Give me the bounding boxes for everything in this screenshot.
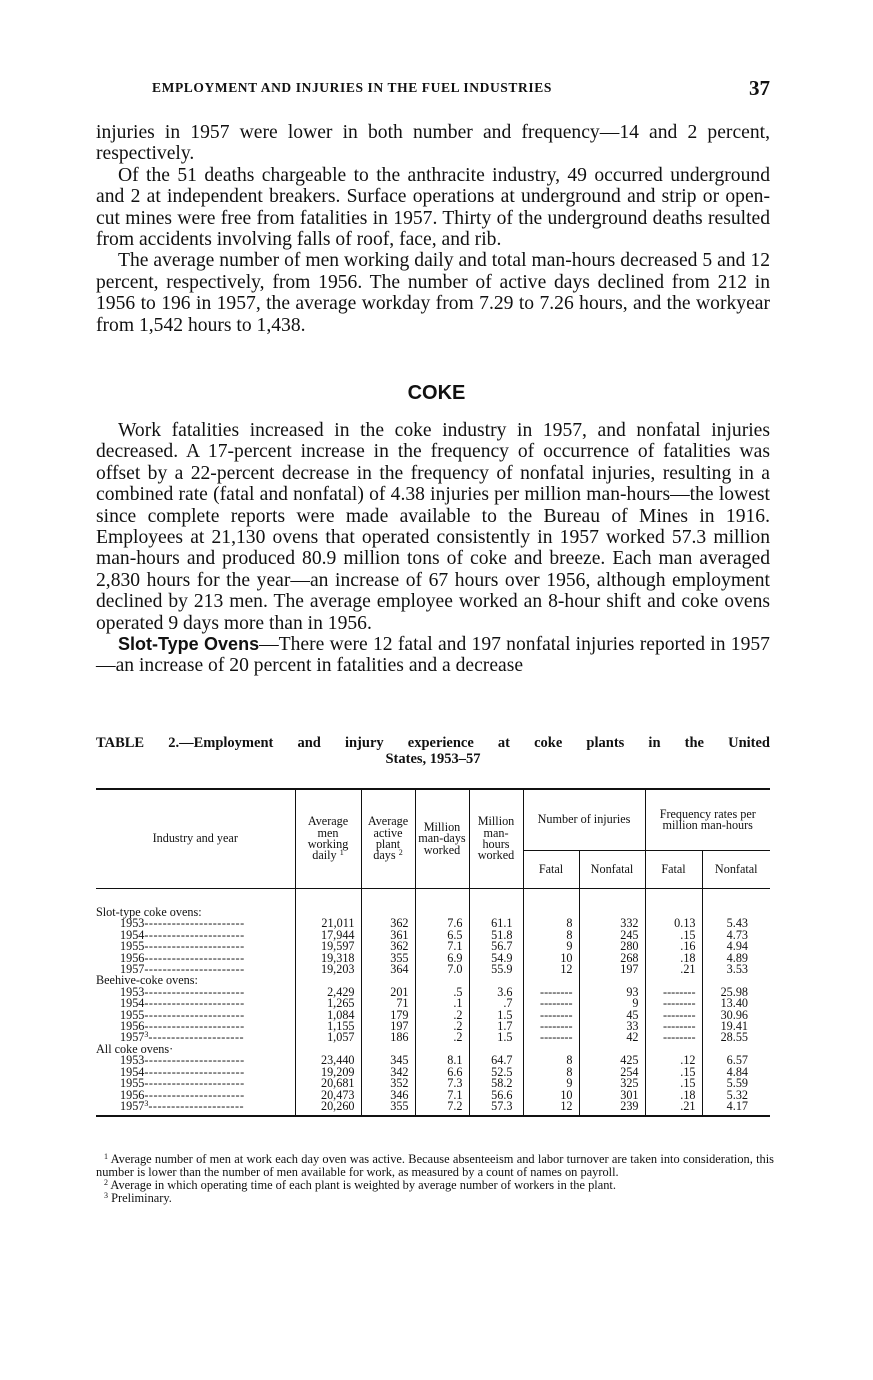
cell-men: 21,011 <box>295 918 361 929</box>
dot-leader: ---------------------- <box>144 950 245 965</box>
year-label: 1956 <box>120 1087 145 1102</box>
cell-days: 71 <box>361 998 415 1009</box>
year-label: 1953 <box>120 1053 145 1068</box>
cell-days: 362 <box>361 918 415 929</box>
cell-men: 1,155 <box>295 1021 361 1032</box>
dot-leader: --------------------- <box>148 1030 245 1045</box>
cell-man-days: 7.0 <box>415 964 469 975</box>
table-row <box>96 1101 770 1116</box>
footnote: $^3$ Preliminary. <box>104 1191 172 1205</box>
year-label: 1956 <box>120 1019 145 1034</box>
cell-fatal: -------- <box>523 998 579 1009</box>
cell-men: 20,260 <box>295 1101 361 1116</box>
dot-leader: ---------------------- <box>144 962 245 977</box>
cell-days: 362 <box>361 941 415 952</box>
dot-leader: ---------------------- <box>144 1019 245 1034</box>
cell-freq-fatal: -------- <box>645 987 702 998</box>
cell-freq-nonfatal: 4.89 <box>726 950 748 965</box>
cell-freq-nonfatal: 25.98 <box>720 984 748 999</box>
dot-leader: ---------------------- <box>144 1064 245 1079</box>
year-label: 1953 <box>120 916 145 931</box>
year-label: 1955 <box>120 1007 145 1022</box>
footnote-ref: 3 <box>144 1098 149 1108</box>
cell-man-hours: 52.5 <box>469 1067 523 1078</box>
cell-nonfatal: 268 <box>579 953 645 964</box>
cell-nonfatal: 332 <box>579 918 645 929</box>
spacer-cell <box>469 889 523 908</box>
cell-fatal: 8 <box>523 918 579 929</box>
cell-freq-fatal: .21 <box>645 964 702 975</box>
cell-men: 23,440 <box>295 1055 361 1066</box>
col-header-freq-fatal: Fatal <box>645 850 702 888</box>
spacer-cell <box>702 889 770 908</box>
col-header-fatal: Fatal <box>523 850 579 888</box>
cell-freq-fatal: .16 <box>645 941 702 952</box>
cell-men: 20,473 <box>295 1090 361 1101</box>
year-label: 1957 <box>120 1098 145 1113</box>
dot-leader: ---------------------- <box>144 984 245 999</box>
cell-freq-nonfatal: 5.59 <box>726 1076 748 1091</box>
footnote-ref: 3 <box>144 1030 149 1040</box>
cell-man-days: 8.1 <box>415 1055 469 1066</box>
cell-days: 197 <box>361 1021 415 1032</box>
cell-man-days: 6.9 <box>415 953 469 964</box>
cell-men: 1,084 <box>295 1010 361 1021</box>
cell-days: 179 <box>361 1010 415 1021</box>
year-label: 1957 <box>120 962 145 977</box>
cell-freq-nonfatal: 4.17 <box>702 1101 770 1116</box>
cell-nonfatal: 280 <box>579 941 645 952</box>
footnote: $^2$ Average in which operating time of each plant is weighted by average number of workers in the plant. <box>104 1178 616 1192</box>
cell-days: 355 <box>361 953 415 964</box>
footnote-ref: 1 <box>339 848 344 858</box>
dot-leader: ---------------------- <box>144 939 245 954</box>
cell-freq-fatal: .15 <box>645 1067 702 1078</box>
cell-freq-fatal: 0.13 <box>645 918 702 929</box>
cell-man-hours: 55.9 <box>469 964 523 975</box>
group-label: Slot-type coke ovens: <box>96 907 295 918</box>
col-header-industry: Industry and year <box>96 789 295 889</box>
cell-man-hours: 3.6 <box>469 987 523 998</box>
col-header-nonfatal: Nonfatal <box>579 850 645 888</box>
group-label: All coke ovens· <box>96 1044 295 1055</box>
cell-nonfatal: 301 <box>579 1090 645 1101</box>
col-header-freq-nonfatal: Nonfatal <box>702 850 770 888</box>
paragraph: Of the 51 deaths chargeable to the anthracite industry, 49 occurred underground and 2 at independent breakers. Surface operations at underground and strip or open-cut mines were free from fatalities in 1957. Thirty of the underground deaths resulted from accidents involving falls of roof, face, and rib. <box>96 164 770 251</box>
year-label: 1954 <box>120 1064 145 1079</box>
spacer-cell <box>361 889 415 908</box>
cell-freq-nonfatal: 4.84 <box>726 1064 748 1079</box>
cell-man-days: 7.3 <box>415 1078 469 1089</box>
cell-freq-nonfatal: 4.94 <box>726 939 748 954</box>
cell-days: 186 <box>361 1032 415 1043</box>
empty-cell <box>469 975 523 986</box>
spacer-cell <box>523 889 579 908</box>
cell-freq-nonfatal: 3.53 <box>726 962 748 977</box>
cell-man-hours: 58.2 <box>469 1078 523 1089</box>
cell-man-days: 7.6 <box>415 918 469 929</box>
cell-freq-nonfatal: 13.40 <box>720 996 748 1011</box>
cell-nonfatal: 9 <box>579 998 645 1009</box>
cell-freq-fatal: .21 <box>645 1101 702 1116</box>
footnote-mark: 1 <box>104 1152 108 1161</box>
year-label: 1957 <box>120 1030 145 1045</box>
paragraph-text: —There were 12 fatal and 197 nonfatal injuries reported in 1957—an increase of 20 percent in fatalities and a decrease <box>96 634 770 677</box>
cell-man-days: .2 <box>415 1021 469 1032</box>
cell-freq-fatal: -------- <box>645 1021 702 1032</box>
paragraph-slot-type <box>96 634 770 677</box>
cell-man-hours: 56.6 <box>469 1090 523 1101</box>
footnotes <box>96 1153 774 1205</box>
cell-nonfatal: 93 <box>579 987 645 998</box>
cell-man-hours: 1.5 <box>469 1032 523 1043</box>
cell-fatal: 8 <box>523 1055 579 1066</box>
cell-freq-fatal: .18 <box>645 1090 702 1101</box>
section-heading: COKE <box>407 382 466 404</box>
cell-nonfatal: 33 <box>579 1021 645 1032</box>
col-header-man-hours: Million man-hours worked <box>469 789 523 889</box>
cell-men: 1,057 <box>295 1032 361 1043</box>
cell-fatal: 8 <box>523 1067 579 1078</box>
col-header-man-days: Million man-days worked <box>415 789 469 889</box>
cell-nonfatal: 425 <box>579 1055 645 1066</box>
cell-man-days: .2 <box>415 1010 469 1021</box>
cell-freq-nonfatal: 5.32 <box>726 1087 748 1102</box>
cell-freq-fatal: .12 <box>645 1055 702 1066</box>
cell-nonfatal: 254 <box>579 1067 645 1078</box>
cell-man-hours: 61.1 <box>469 918 523 929</box>
cell-fatal: -------- <box>523 1021 579 1032</box>
year-label: 1955 <box>120 1076 145 1091</box>
cell-freq-nonfatal: 6.57 <box>726 1053 748 1068</box>
spacer-cell <box>295 889 361 908</box>
cell-man-hours: 56.7 <box>469 941 523 952</box>
spacer-cell <box>645 889 702 908</box>
page-number: 37 <box>749 76 770 100</box>
paragraph: The average number of men working daily and total man-hours decreased 5 and 12 percent, respectively, from 1956. The number of active days declined from 212 in 1956 to 196 in 1957, the average workday from 7.29 to 7.26 hours, and the workyear from 1,542 hours to 1,438. <box>96 250 770 336</box>
cell-man-days: 7.1 <box>415 1090 469 1101</box>
spacer-cell <box>579 889 645 908</box>
cell-fatal: 9 <box>523 941 579 952</box>
cell-days: 342 <box>361 1067 415 1078</box>
paragraph: Work fatalities increased in the coke industry in 1957, and nonfatal injuries decreased. A 17-percent increase in the frequency of occurrence of fatalities was offset by a 22-percent decrease in the frequency of nonfatal injuries, resulting in a combined rate (fatal and nonfatal) of 4.38 injuries per million man-hours—the lowest since complete reports were made available to the Bureau of Mines in 1916. Employees at 21,130 ovens that operated consistently in 1957 worked 57.3 million man-hours and produced 80.9 million tons of coke and breeze. Each man averaged 2,830 hours for the year—an increase of 67 hours over 1956, although employment declined by 213 men. The average employee worked an 8-hour shift and coke ovens operated 9 days more than in 1956. <box>96 420 770 634</box>
dot-leader: --------------------- <box>148 1098 245 1113</box>
running-header <box>152 76 770 100</box>
cell-days: 355 <box>361 1101 415 1116</box>
cell-freq-nonfatal: 28.55 <box>720 1030 748 1045</box>
body-text-top <box>96 122 770 336</box>
runin-heading: Slot-Type Ovens <box>118 634 260 655</box>
year-label: 1954 <box>120 927 145 942</box>
cell-fatal: 8 <box>523 930 579 941</box>
dot-leader: ---------------------- <box>144 1076 245 1091</box>
cell-freq-nonfatal: 19.41 <box>720 1019 748 1034</box>
table-caption-line: States, 1953–57 <box>385 751 481 767</box>
table-body <box>96 889 770 1117</box>
row-year <box>96 1098 295 1116</box>
cell-man-days: 7.2 <box>415 1101 469 1116</box>
cell-man-hours: 1.5 <box>469 1010 523 1021</box>
cell-men: 1,265 <box>295 998 361 1009</box>
footnote: $^1$ Average number of men at work each day oven was active. Because absenteeism and labor turnover are taken into consideration, this number is lower than the number of men available for work, as measured by a count of names on payroll. <box>96 1152 774 1179</box>
cell-nonfatal: 45 <box>579 1010 645 1021</box>
cell-freq-fatal: -------- <box>645 998 702 1009</box>
table-caption-line: TABLE 2.—Employment and injury experience at coke plants in the United <box>96 735 770 751</box>
cell-nonfatal: 325 <box>579 1078 645 1089</box>
cell-days: 201 <box>361 987 415 998</box>
cell-man-days: 6.6 <box>415 1067 469 1078</box>
cell-freq-nonfatal: 5.43 <box>726 916 748 931</box>
col-group-number-of-injuries: Number of injuries <box>523 789 645 850</box>
cell-men: 17,944 <box>295 930 361 941</box>
cell-man-days: .5 <box>415 987 469 998</box>
cell-fatal: 12 <box>523 964 579 975</box>
cell-fatal: 10 <box>523 1090 579 1101</box>
cell-fatal: 12 <box>523 1101 579 1116</box>
dot-leader: ---------------------- <box>144 996 245 1011</box>
cell-nonfatal: 245 <box>579 930 645 941</box>
col-group-frequency-rates: Frequency rates per million man-hours <box>645 789 770 850</box>
dot-leader: ---------------------- <box>144 916 245 931</box>
cell-freq-fatal: -------- <box>645 1010 702 1021</box>
cell-man-days: .2 <box>415 1032 469 1043</box>
group-label: Beehive-coke ovens: <box>96 975 295 986</box>
cell-freq-fatal: .18 <box>645 953 702 964</box>
cell-man-days: 6.5 <box>415 930 469 941</box>
cell-days: 352 <box>361 1078 415 1089</box>
year-label: 1956 <box>120 950 145 965</box>
col-header-active-days: Average active plant days $^2$ <box>361 789 415 889</box>
cell-freq-nonfatal: 30.96 <box>720 1007 748 1022</box>
employment-injury-table <box>96 788 770 1117</box>
cell-days: 364 <box>361 964 415 975</box>
spacer-cell <box>415 889 469 908</box>
running-title: EMPLOYMENT AND INJURIES IN THE FUEL INDUSTRIES <box>152 80 552 95</box>
cell-fatal: -------- <box>523 1032 579 1043</box>
paragraph: injuries in 1957 were lower in both number and frequency—14 and 2 percent, respectively. <box>96 122 770 165</box>
cell-freq-fatal: .15 <box>645 930 702 941</box>
cell-fatal: -------- <box>523 987 579 998</box>
dot-leader: ---------------------- <box>144 927 245 942</box>
cell-freq-fatal: .15 <box>645 1078 702 1089</box>
col-header-avg-men: Average men working daily $^1$ <box>295 789 361 889</box>
cell-fatal: 9 <box>523 1078 579 1089</box>
dot-leader: ---------------------- <box>144 1087 245 1102</box>
cell-fatal: -------- <box>523 1010 579 1021</box>
year-label: 1955 <box>120 939 145 954</box>
cell-nonfatal: 197 <box>579 964 645 975</box>
footnote-mark: 3 <box>104 1191 108 1200</box>
cell-fatal: 10 <box>523 953 579 964</box>
dot-leader: ---------------------- <box>144 1053 245 1068</box>
cell-men: 19,209 <box>295 1067 361 1078</box>
cell-man-hours: 1.7 <box>469 1021 523 1032</box>
cell-nonfatal: 42 <box>579 1032 645 1043</box>
cell-men: 2,429 <box>295 987 361 998</box>
cell-men: 19,203 <box>295 964 361 975</box>
year-label: 1953 <box>120 984 145 999</box>
table-caption <box>96 735 770 767</box>
cell-freq-fatal: -------- <box>645 1032 702 1043</box>
cell-men: 19,597 <box>295 941 361 952</box>
footnote-mark: 2 <box>104 1178 108 1187</box>
cell-men: 19,318 <box>295 953 361 964</box>
table-row <box>96 1032 770 1043</box>
cell-man-hours: .7 <box>469 998 523 1009</box>
cell-freq-nonfatal: 4.73 <box>726 927 748 942</box>
cell-nonfatal: 239 <box>579 1101 645 1116</box>
cell-man-hours: 57.3 <box>469 1101 523 1116</box>
cell-days: 346 <box>361 1090 415 1101</box>
cell-man-hours: 51.8 <box>469 930 523 941</box>
cell-man-hours: 54.9 <box>469 953 523 964</box>
cell-days: 361 <box>361 930 415 941</box>
cell-man-hours: 64.7 <box>469 1055 523 1066</box>
dot-leader: ---------------------- <box>144 1007 245 1022</box>
cell-man-days: 7.1 <box>415 941 469 952</box>
cell-men: 20,681 <box>295 1078 361 1089</box>
cell-man-days: .1 <box>415 998 469 1009</box>
year-label: 1954 <box>120 996 145 1011</box>
body-text-coke <box>96 420 770 677</box>
cell-days: 345 <box>361 1055 415 1066</box>
footnote-ref: 2 <box>398 848 403 858</box>
